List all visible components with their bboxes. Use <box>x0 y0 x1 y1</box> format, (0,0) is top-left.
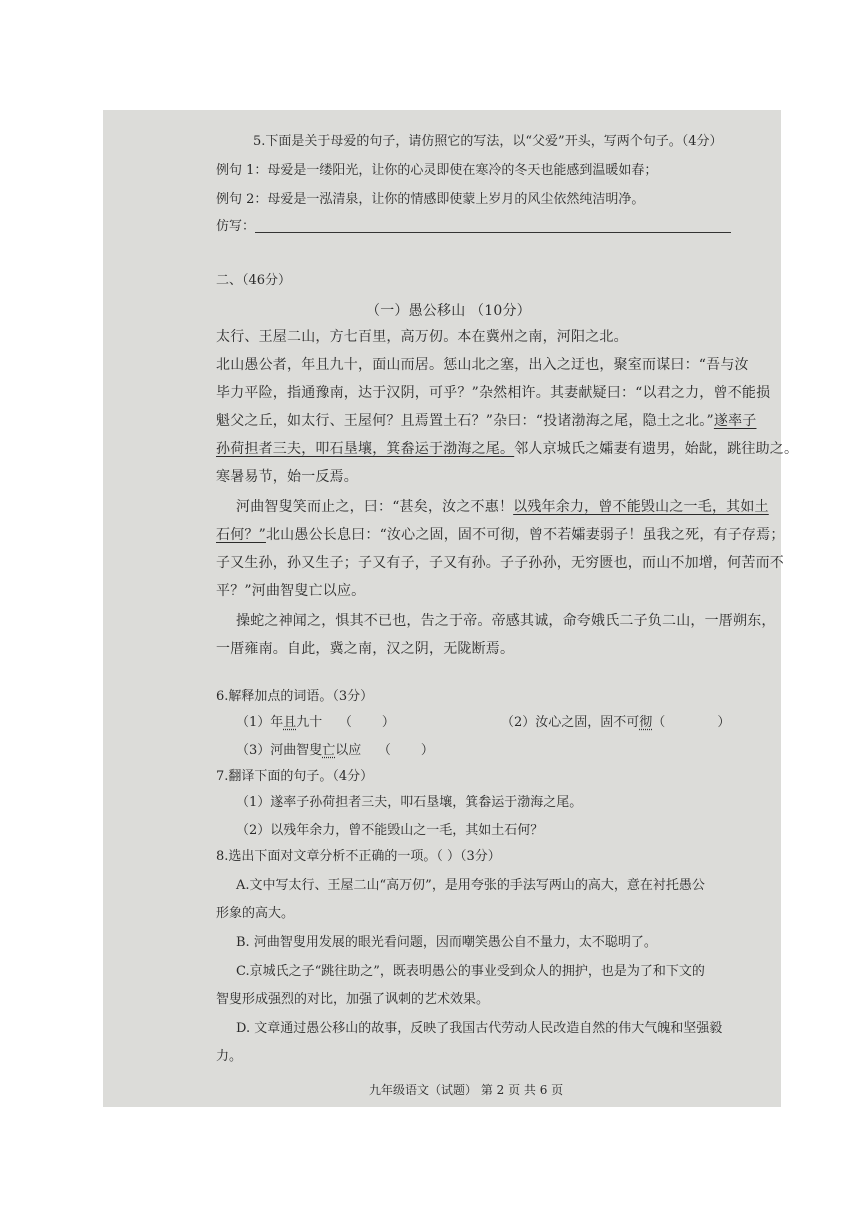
dotted-word: 且 <box>283 715 297 730</box>
passage-line: 太行、王屋二山，方七百里，高万仞。本在冀州之南，河阳之北。 <box>216 329 628 345</box>
q8-option-c: C.京城氏之子“跳往助之”，既表明愚公的事业受到众人的拥护，也是为了和下文的 <box>236 964 705 979</box>
q6-item-1 <box>236 714 395 732</box>
q7-sentence-1: （1）遂率子孙荷担者三夫，叩石垦壤，箕畚运于渤海之尾。 <box>236 795 583 810</box>
underlined-sentence: 以残年余力，曾不能毁山之一毛，其如土 <box>513 499 769 515</box>
passage-line <box>216 440 798 458</box>
passage-line <box>236 498 769 516</box>
passage-line: 平？”河曲智叟亡以应。 <box>216 583 366 599</box>
underlined-sentence: 石何？” <box>216 527 266 543</box>
passage-line: 操蛇之神闻之，惧其不已也，告之于帝。帝感其诚，命夸娥氏二子负二山，一厝朔东， <box>236 613 776 629</box>
paren: ） <box>420 743 434 758</box>
passage-text: 魁父之丘，如太行、王屋何？且焉置土石？”杂曰：“投诸渤海之尾，隐土之北。” <box>216 413 714 429</box>
passage-text: 邻人京城氏之孀妻有遗男，始龀，跳往助之。 <box>514 441 799 457</box>
q8-option-d-cont: 力。 <box>216 1049 243 1064</box>
q6-item-text: （3）河曲智叟 <box>236 743 323 758</box>
q6-item-2 <box>501 714 730 732</box>
passage-line: 寒暑易节，始一反焉。 <box>216 469 358 485</box>
underlined-sentence: 孙荷担者三夫，叩石垦壤，箕畚运于渤海之尾。 <box>216 441 515 457</box>
page-footer: 九年级语文（试题） 第 2 页 共 6 页 <box>369 1083 564 1097</box>
dotted-word: 彻 <box>639 715 653 730</box>
q5-example-2: 例句 2：母爱是一泓清泉，让你的情感即使蒙上岁月的风尘依然纯洁明净。 <box>216 192 645 207</box>
passage-text: 北山愚公长息曰：“汝心之固，固不可彻，曾不若孀妻弱子！虽我之死，有子存焉； <box>265 527 785 543</box>
passage-line: 子又生孙，孙又生子；子又有子，子又有孙。子子孙孙，无穷匮也，而山不加增，何苦而不 <box>216 555 784 571</box>
q6-item-text: （1）年 <box>236 715 284 730</box>
q8-option-b: B. 河曲智叟用发展的眼光看问题，因而嘲笑愚公自不量力，太不聪明了。 <box>236 935 657 950</box>
q6-item-3 <box>236 742 434 760</box>
q8-option-a: A.文中写太行、王屋二山“高万仞”，是用夸张的手法写两山的高大，意在衬托愚公 <box>236 878 705 893</box>
q6-item-text: （2）汝心之固，固不可 <box>501 715 640 730</box>
q7-sentence-2: （2）以残年余力，曾不能毁山之一毛，其如土石何？ <box>236 823 544 838</box>
underlined-sentence: 遂率子 <box>713 413 757 429</box>
section-heading: 二、（46分） <box>216 273 292 288</box>
passage-line: 毕力平险，指通豫南，达于汉阴，可乎？”杂然相许。其妻献疑曰：“以君之力，曾不能损 <box>216 385 771 401</box>
q7-title: 7.翻译下面的句子。（4分） <box>216 769 374 784</box>
passage-line <box>216 526 785 544</box>
q8-option-a-cont: 形象的高大。 <box>216 906 295 921</box>
passage-line: 一厝雍南。自此，冀之南，汉之阴，无陇断焉。 <box>216 641 515 657</box>
paren: （ <box>652 715 666 730</box>
paren: ） <box>381 715 395 730</box>
q8-option-c-cont: 智叟形成强烈的对比，加强了讽刺的艺术效果。 <box>216 992 490 1007</box>
exam-page <box>103 110 799 1107</box>
passage-line: 北山愚公者，年且九十，面山而居。惩山北之塞，出入之迂也，聚室而谋曰：“吾与汝 <box>216 357 749 373</box>
q6-title: 6.解释加点的词语。（3分） <box>216 689 374 704</box>
q6-item-text: 九十 <box>296 715 323 730</box>
q5-example-1: 例句 1：母爱是一缕阳光，让你的心灵即使在寒冷的冬天也能感到温暖如春； <box>216 163 658 178</box>
passage-title: （一）愚公移山 （10分） <box>366 303 531 319</box>
paren: ） <box>717 715 731 730</box>
q8-title: 8.选出下面对文章分析不正确的一项。（ ）（3分） <box>216 849 501 864</box>
answer-line[interactable] <box>255 232 731 233</box>
passage-text: 河曲智叟笑而止之，曰：“甚矣，汝之不惠！ <box>236 499 514 515</box>
dotted-word: 亡 <box>322 743 336 758</box>
paren: （ <box>338 715 352 730</box>
paren: （ <box>377 743 391 758</box>
q5-title: 5.下面是关于母爱的句子，请仿照它的写法，以“父爱”开头，写两个句子。（4分） <box>253 134 723 149</box>
passage-line <box>216 412 756 430</box>
q8-option-d: D. 文章通过愚公移山的故事，反映了我国古代劳动人民改造自然的伟大气魄和坚强毅 <box>236 1021 723 1036</box>
q5-imitate-label: 仿写： <box>216 219 256 234</box>
q6-item-text: 以应 <box>335 743 362 758</box>
